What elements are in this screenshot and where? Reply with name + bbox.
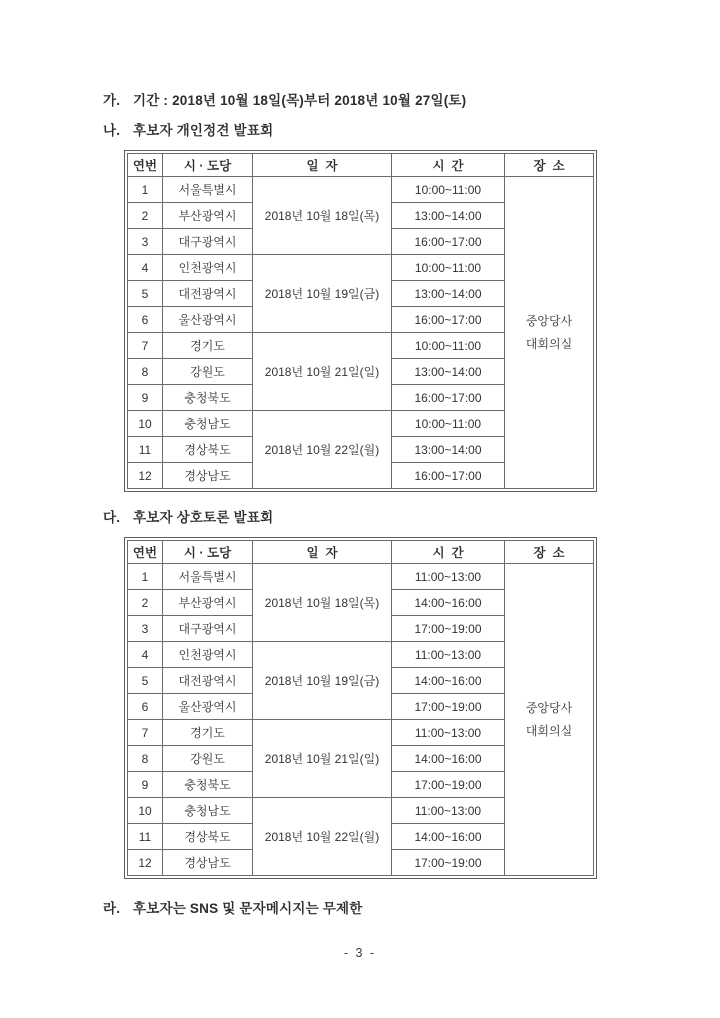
region-cell: 강원도 — [163, 359, 253, 385]
row-number-cell: 7 — [128, 333, 163, 359]
personal-opinion-schedule-table — [124, 150, 597, 492]
venue-cell — [505, 564, 594, 876]
column-header: 연번 — [128, 154, 163, 177]
section-title: 후보자 상호토론 발표회 — [133, 510, 274, 525]
time-cell: 14:00~16:00 — [392, 668, 505, 694]
column-header: 시 간 — [392, 154, 505, 177]
region-cell: 경상북도 — [163, 824, 253, 850]
region-cell: 부산광역시 — [163, 203, 253, 229]
date-cell: 2018년 10월 21일(일) — [253, 720, 392, 798]
column-header: 일 자 — [253, 154, 392, 177]
region-cell: 충청북도 — [163, 772, 253, 798]
time-cell: 17:00~19:00 — [392, 772, 505, 798]
row-number-cell: 12 — [128, 850, 163, 876]
row-number-cell: 6 — [128, 307, 163, 333]
time-cell: 16:00~17:00 — [392, 307, 505, 333]
region-cell: 충청남도 — [163, 411, 253, 437]
date-cell: 2018년 10월 19일(금) — [253, 255, 392, 333]
row-number-cell: 8 — [128, 359, 163, 385]
section-line-na — [103, 119, 273, 139]
sns-note-text: 후보자는 SNS 및 문자메시지는 무제한 — [133, 901, 363, 916]
table-row — [128, 564, 594, 590]
section-marker: 나. — [103, 123, 121, 138]
time-cell: 16:00~17:00 — [392, 385, 505, 411]
mutual-debate-schedule-table — [124, 537, 597, 879]
column-header: 장 소 — [505, 541, 594, 564]
row-number-cell: 7 — [128, 720, 163, 746]
section-line-da — [103, 506, 273, 526]
section-line-ga — [103, 89, 466, 109]
region-cell: 서울특별시 — [163, 564, 253, 590]
column-header: 장 소 — [505, 154, 594, 177]
time-cell: 10:00~11:00 — [392, 333, 505, 359]
row-number-cell: 4 — [128, 642, 163, 668]
row-number-cell: 10 — [128, 798, 163, 824]
region-cell: 경기도 — [163, 720, 253, 746]
time-cell: 14:00~16:00 — [392, 824, 505, 850]
row-number-cell: 9 — [128, 772, 163, 798]
time-cell: 16:00~17:00 — [392, 463, 505, 489]
row-number-cell: 6 — [128, 694, 163, 720]
period-text: 기간 : 2018년 10월 18일(목)부터 2018년 10월 27일(토) — [133, 93, 467, 108]
page-number: - 3 - — [343, 946, 377, 960]
region-cell: 서울특별시 — [163, 177, 253, 203]
row-number-cell: 5 — [128, 281, 163, 307]
column-header: 일 자 — [253, 541, 392, 564]
row-number-cell: 1 — [128, 177, 163, 203]
region-cell: 부산광역시 — [163, 590, 253, 616]
venue-line: 대회의실 — [525, 723, 573, 738]
date-cell: 2018년 10월 18일(목) — [253, 177, 392, 255]
region-cell: 울산광역시 — [163, 694, 253, 720]
schedule-table — [127, 153, 594, 489]
region-cell: 충청남도 — [163, 798, 253, 824]
time-cell: 10:00~11:00 — [392, 177, 505, 203]
section-marker: 가. — [103, 93, 121, 108]
region-cell: 인천광역시 — [163, 255, 253, 281]
time-cell: 11:00~13:00 — [392, 642, 505, 668]
venue-line: 중앙당사 — [525, 313, 573, 328]
row-number-cell: 9 — [128, 385, 163, 411]
row-number-cell: 1 — [128, 564, 163, 590]
table-row — [128, 177, 594, 203]
section-marker: 라. — [103, 901, 121, 916]
time-cell: 10:00~11:00 — [392, 255, 505, 281]
region-cell: 경상북도 — [163, 437, 253, 463]
time-cell: 11:00~13:00 — [392, 720, 505, 746]
venue-line: 대회의실 — [525, 336, 573, 351]
row-number-cell: 2 — [128, 203, 163, 229]
region-cell: 인천광역시 — [163, 642, 253, 668]
time-cell: 13:00~14:00 — [392, 359, 505, 385]
region-cell: 울산광역시 — [163, 307, 253, 333]
time-cell: 17:00~19:00 — [392, 616, 505, 642]
region-cell: 경기도 — [163, 333, 253, 359]
region-cell: 강원도 — [163, 746, 253, 772]
venue-cell — [505, 177, 594, 489]
column-header: 시 · 도당 — [163, 154, 253, 177]
region-cell: 대구광역시 — [163, 616, 253, 642]
time-cell: 10:00~11:00 — [392, 411, 505, 437]
column-header: 시 간 — [392, 541, 505, 564]
row-number-cell: 10 — [128, 411, 163, 437]
row-number-cell: 12 — [128, 463, 163, 489]
time-cell: 13:00~14:00 — [392, 437, 505, 463]
time-cell: 13:00~14:00 — [392, 203, 505, 229]
time-cell: 17:00~19:00 — [392, 850, 505, 876]
section-line-ra — [103, 897, 363, 917]
date-cell: 2018년 10월 18일(목) — [253, 564, 392, 642]
section-title: 후보자 개인정견 발표회 — [133, 123, 274, 138]
date-cell: 2018년 10월 21일(일) — [253, 333, 392, 411]
time-cell: 16:00~17:00 — [392, 229, 505, 255]
region-cell: 대전광역시 — [163, 281, 253, 307]
row-number-cell: 8 — [128, 746, 163, 772]
venue-line: 중앙당사 — [525, 700, 573, 715]
section-marker: 다. — [103, 510, 121, 525]
date-cell: 2018년 10월 22일(월) — [253, 411, 392, 489]
table-header-row — [128, 154, 594, 177]
date-cell: 2018년 10월 19일(금) — [253, 642, 392, 720]
time-cell: 14:00~16:00 — [392, 746, 505, 772]
time-cell: 11:00~13:00 — [392, 564, 505, 590]
row-number-cell: 4 — [128, 255, 163, 281]
row-number-cell: 11 — [128, 437, 163, 463]
date-cell: 2018년 10월 22일(월) — [253, 798, 392, 876]
row-number-cell: 2 — [128, 590, 163, 616]
column-header: 시 · 도당 — [163, 541, 253, 564]
table-header-row — [128, 541, 594, 564]
row-number-cell: 3 — [128, 229, 163, 255]
time-cell: 11:00~13:00 — [392, 798, 505, 824]
time-cell: 13:00~14:00 — [392, 281, 505, 307]
region-cell: 대전광역시 — [163, 668, 253, 694]
row-number-cell: 5 — [128, 668, 163, 694]
schedule-table — [127, 540, 594, 876]
row-number-cell: 3 — [128, 616, 163, 642]
region-cell: 대구광역시 — [163, 229, 253, 255]
time-cell: 14:00~16:00 — [392, 590, 505, 616]
region-cell: 경상남도 — [163, 850, 253, 876]
region-cell: 충청북도 — [163, 385, 253, 411]
region-cell: 경상남도 — [163, 463, 253, 489]
row-number-cell: 11 — [128, 824, 163, 850]
time-cell: 17:00~19:00 — [392, 694, 505, 720]
column-header: 연번 — [128, 541, 163, 564]
